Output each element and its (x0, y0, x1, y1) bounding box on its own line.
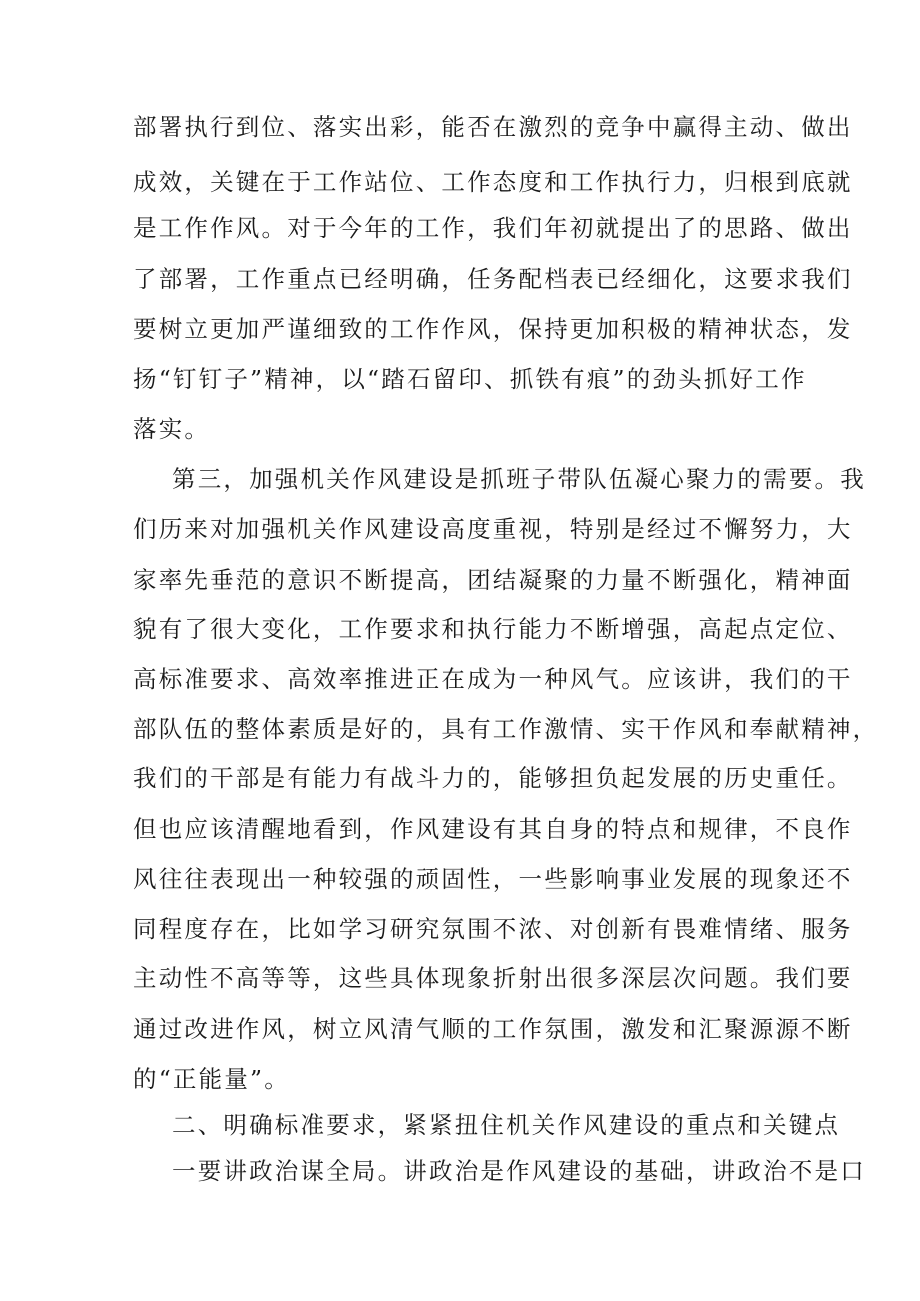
text-line: 是工作作风。对于今年的工作，我们年初就提出了的思路、做出 (133, 214, 853, 242)
text-line: 部署执行到位、落实出彩，能否在激烈的竞争中赢得主动、做出 (133, 113, 853, 141)
section-heading: 二、明确标准要求，紧紧扭住机关作风建设的重点和关键点 (172, 1111, 841, 1139)
text-line: 家率先垂范的意识不断提高，团结凝聚的力量不断强化，精神面 (133, 566, 853, 594)
text-line: 们历来对加强机关作风建设高度重视，特别是经过不懈努力，大 (133, 515, 853, 543)
text-line: 落实。 (133, 415, 211, 443)
text-line: 但也应该清醒地看到，作风建设有其自身的特点和规律，不良作 (133, 815, 853, 843)
text-line: 我们的干部是有能力有战斗力的，能够担负起发展的历史重任。 (133, 764, 853, 792)
text-line: 貌有了很大变化，工作要求和执行能力不断增强，高起点定位、 (133, 615, 853, 643)
text-line: 的“正能量”。 (133, 1065, 290, 1093)
text-line: 扬“钉钉子”精神，以“踏石留印、抓铁有痕”的劲头抓好工作 (133, 365, 807, 393)
text-line: 高标准要求、高效率推进正在成为一种风气。应该讲，我们的干 (133, 665, 853, 693)
text-line: 了部署，工作重点已经明确，任务配档表已经细化，这要求我们 (133, 265, 853, 293)
paragraph-start-line: 第三，加强机关作风建设是抓班子带队伍凝心聚力的需要。我 (172, 465, 866, 493)
text-line: 通过改进作风，树立风清气顺的工作氛围，激发和汇聚源源不断 (133, 1015, 853, 1043)
text-line: 成效，关键在于工作站位、工作态度和工作执行力，归根到底就 (133, 168, 853, 196)
text-line: 同程度存在，比如学习研究氛围不浓、对创新有畏难情绪、服务 (133, 915, 853, 943)
text-line: 风往往表现出一种较强的顽固性，一些影响事业发展的现象还不 (133, 865, 853, 893)
paragraph-start-line: 一要讲政治谋全局。讲政治是作风建设的基础，讲政治不是口 (172, 1157, 866, 1185)
text-line: 部队伍的整体素质是好的，具有工作激情、实干作风和奉献精神， (133, 715, 879, 743)
text-line: 主动性不高等等，这些具体现象折射出很多深层次问题。我们要 (133, 964, 853, 992)
text-line: 要树立更加严谨细致的工作作风，保持更加积极的精神状态，发 (133, 315, 853, 343)
